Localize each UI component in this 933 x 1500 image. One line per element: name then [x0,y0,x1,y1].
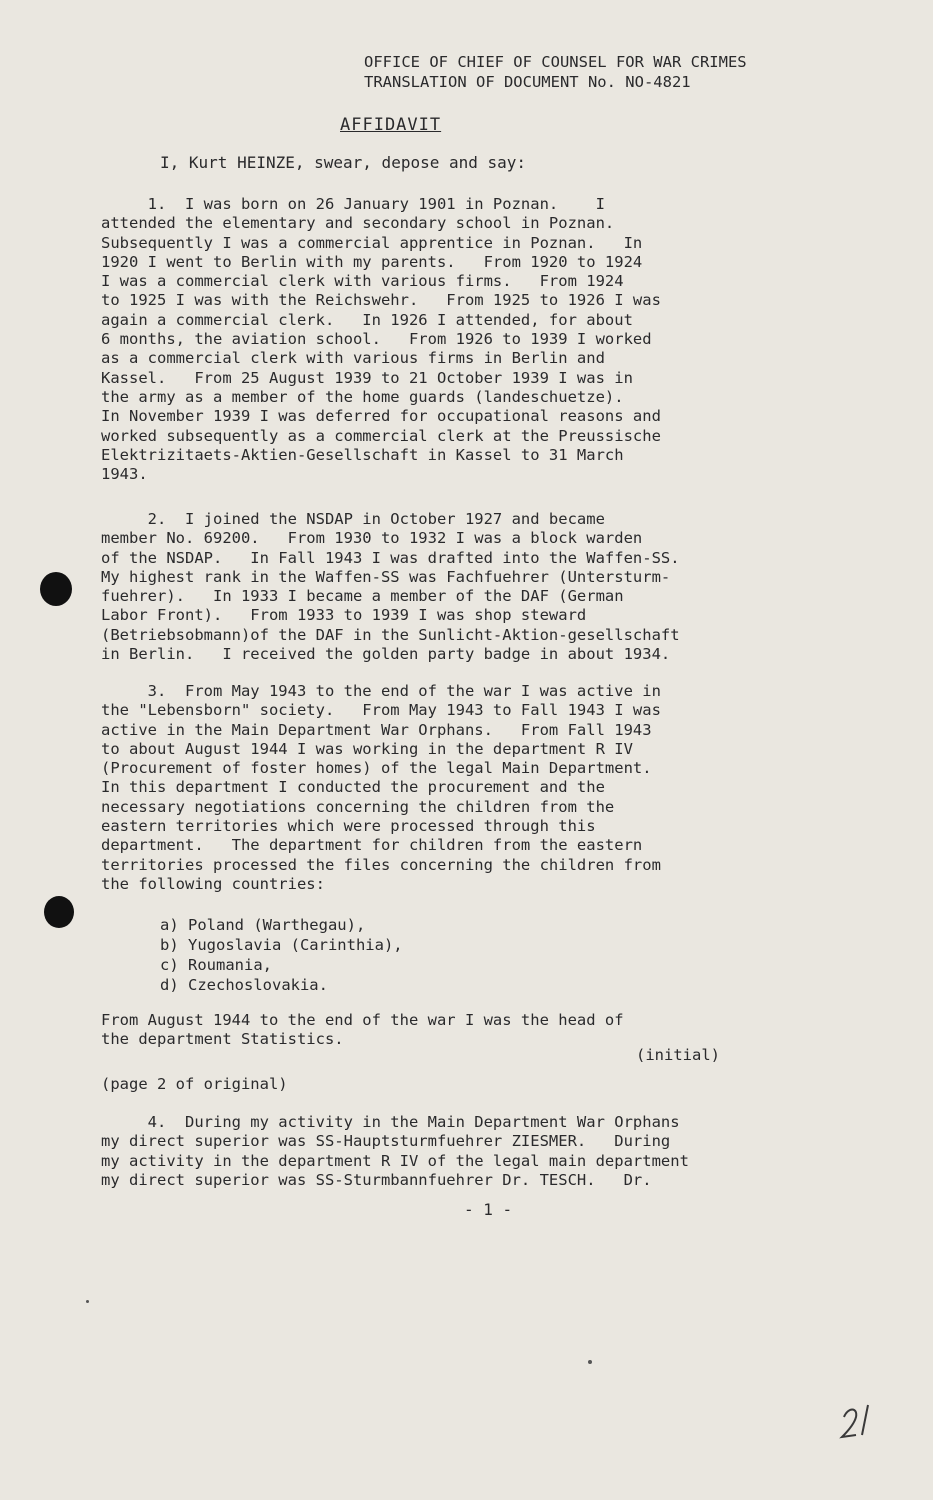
page-note: (page 2 of original) [101,1075,288,1093]
paragraph-2: 2. I joined the NSDAP in October 1927 and became member No. 69200. From 1930 to 1932 I was a block warden of the NSDAP. In Fall 1943 I was drafted into the Waffen-SS. My highest rank in the Waffen-SS was Fachfuehrer (Untersturm- fuehrer). In 1933 I became a member of the DAF (German Labor Front). From 1933 to 1939 I was shop steward (Betriebsobmann)of the DAF in the Sunlicht-Aktion-gesellschaft in Berlin. I received the golden party badge in about 1934. [101,510,680,664]
header-office: OFFICE OF CHIEF OF COUNSEL FOR WAR CRIMES [364,53,747,71]
paragraph-4: 4. During my activity in the Main Department War Orphans my direct superior was SS-Hauptsturmfuehrer ZIESMER. During my activity in the department R IV of the legal main department my direct superior was SS-Sturmbannfuehrer Dr. TESCH. Dr. [101,1113,689,1189]
document-title: AFFIDAVIT [340,115,442,135]
paragraph-3: 3. From May 1943 to the end of the war I was active in the "Lebensborn" society. From May 1943 to Fall 1943 I was active in the Main Department War Orphans. From Fall 1943 to about August 1944 I was working in the department R IV (Procurement of foster homes) of the legal Main Department. In this department I conducted the procurement and the necessary negotiations concerning the children from the eastern territories which were processed through this department. The department for children from the eastern territories processed the files concerning the children from the following countries: [101,682,661,893]
document-header [364,52,747,92]
punch-hole-bottom [44,896,74,928]
page-number: - 1 - [464,1200,513,1219]
punch-hole-top [40,572,72,606]
handwritten-number [838,1395,882,1441]
paragraph-3-continued: From August 1944 to the end of the war I was the head of the department Statistics. [101,1011,624,1049]
paper-speck [588,1360,592,1364]
paper-speck [86,1300,89,1303]
initial-mark: (initial) [636,1046,720,1064]
paragraph-1: 1. I was born on 26 January 1901 in Poznan. I attended the elementary and secondary school in Poznan. Subsequently I was a commercial apprentice in Poznan. In 1920 I went to Berlin with my parents. From 1920 to 1924 I was a commercial clerk with various firms. From 1924 to 1925 I was with the Reichswehr. From 1925 to 1926 I was again a commercial clerk. In 1926 I attended, for about 6 months, the aviation school. From 1926 to 1939 I worked as a commercial clerk with various firms in Berlin and Kassel. From 25 August 1939 to 21 October 1939 I was in the army as a member of the home guards (landeschuetze). In November 1939 I was deferred for occupational reasons and worked subsequently as a commercial clerk at the Preussische Elektrizitaets-Aktien-Gesellschaft in Kassel to 31 March 1943. [101,195,661,484]
country-list: a) Poland (Warthegau), b) Yugoslavia (Carinthia), c) Roumania, d) Czechoslovakia. [160,916,403,994]
header-translation: TRANSLATION OF DOCUMENT No. NO-4821 [364,73,691,91]
intro-line: I, Kurt HEINZE, swear, depose and say: [160,153,527,172]
